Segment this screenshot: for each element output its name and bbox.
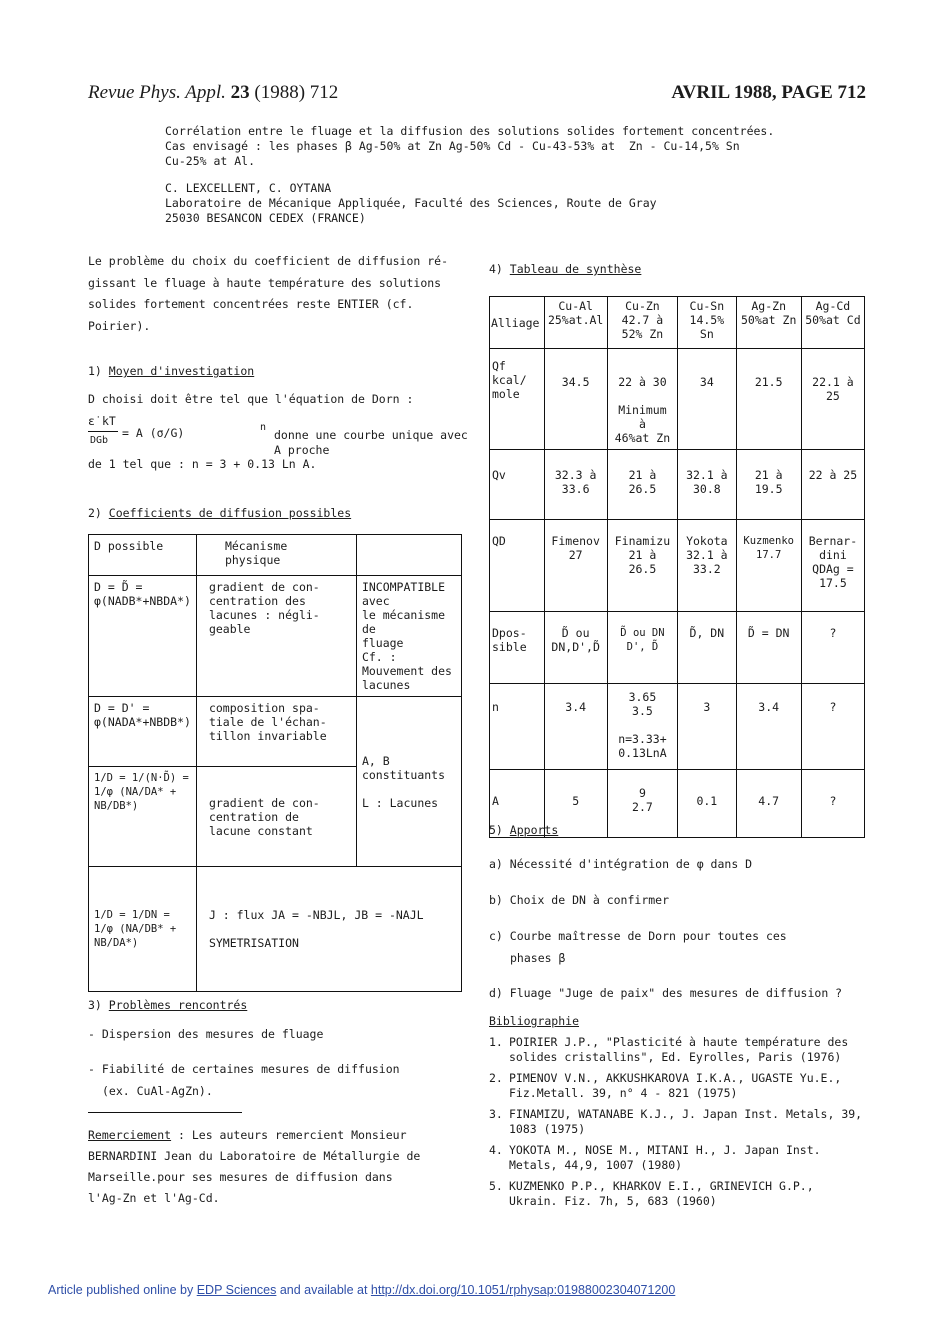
section-1-text-3: de 1 tel que : n = 3 + 0.13 Ln A. xyxy=(88,457,317,471)
section-number: 5) xyxy=(489,823,503,837)
eq-denominator: DGb xyxy=(90,435,109,446)
value-cell: 3 xyxy=(678,684,736,770)
d-possible-cell: 1/D = 1/DN = 1/φ (NA/DB* + NB/DA*) xyxy=(89,867,197,992)
row-label-cell: Dpos- sible xyxy=(490,612,545,684)
header-cell: Mécanisme physique xyxy=(196,535,356,576)
section-title: Moyen d'investigation xyxy=(108,364,255,378)
synthesis-table xyxy=(489,296,865,838)
row-label-cell: QD xyxy=(490,520,545,612)
bibliography-list xyxy=(489,1035,867,1215)
ack-line: BERNARDINI Jean du Laboratoire de Métallurgie de xyxy=(88,1149,421,1163)
intro-line: solides fortement concentrées reste ENTIER (cf. xyxy=(88,297,414,311)
section-3-heading xyxy=(88,998,247,1013)
intro-paragraph xyxy=(88,251,448,337)
dorn-equation xyxy=(88,414,468,457)
eq-numerator: kT xyxy=(102,414,116,428)
reference-text: PIMENOV V.N., AKKUSHKAROVA I.K.A., UGASTE Yu.E., Fiz.Metall. 39, n° 4 - 821 (1975) xyxy=(509,1071,842,1100)
eq-exponent: n xyxy=(260,422,267,433)
journal-reference xyxy=(88,82,338,104)
section-1-heading xyxy=(88,364,254,379)
problem-bullet-1: - Dispersion des mesures de fluage xyxy=(88,1027,324,1041)
remark-cell: INCOMPATIBLE avec le mécanisme de fluage Cf. : Mouvement des lacunes xyxy=(356,576,461,697)
row-label-cell: Qv xyxy=(490,450,545,520)
affiliation-line-1: Laboratoire de Mécanique Appliquée, Faculté des Sciences, Route de Gray xyxy=(165,196,657,210)
value-cell: 32.3 à 33.6 xyxy=(544,450,607,520)
header-cell: Alliage xyxy=(490,297,545,349)
diffusion-coefficients-table xyxy=(88,534,462,992)
mechanism-cell: gradient de con- centration de lacune constant xyxy=(196,767,356,867)
mechanism-cell: composition spa- tiale de l'échan- tillon invariable xyxy=(196,697,356,767)
row-label-cell: A xyxy=(490,770,545,838)
section-2-heading xyxy=(88,506,351,521)
mechanism-cell: gradient de con- centration des lacunes : négli- geable xyxy=(196,576,356,697)
section-number: 2) xyxy=(88,506,102,520)
value-cell: 21.5 xyxy=(736,349,801,450)
value-cell: D̃, DN xyxy=(678,612,736,684)
value-cell: D̃ = DN xyxy=(736,612,801,684)
reference-item xyxy=(489,1107,867,1137)
reference-item xyxy=(489,1179,867,1209)
footer-middle: and available at xyxy=(276,1283,371,1297)
section-4-heading xyxy=(489,262,641,277)
strain-rate-symbol: ε̇ xyxy=(88,414,95,428)
header-cell: Ag-Zn 50%at Zn xyxy=(736,297,801,349)
remark-cell: A, B constituants L : Lacunes xyxy=(356,697,461,867)
section-1-text: D choisi doit être tel que l'équation de Dorn : xyxy=(88,392,414,406)
table-row xyxy=(89,576,462,697)
value-cell: 3.4 xyxy=(544,684,607,770)
eq-tail: donne une courbe unique avec A proche xyxy=(274,428,468,457)
value-cell: 22 à 25 xyxy=(801,450,864,520)
value-cell: 3.65 3.5 n=3.33+ 0.13LnA xyxy=(607,684,677,770)
value-cell: 3.4 xyxy=(736,684,801,770)
section-number: 1) xyxy=(88,364,102,378)
reference-item xyxy=(489,1035,867,1065)
value-cell: 21 à 26.5 xyxy=(607,450,677,520)
value-cell: Fimenov 27 xyxy=(544,520,607,612)
title-line-2: Cas envisagé : les phases β Ag-50% at Zn Ag-50% Cd - Cu-43-53% at Zn - Cu-14,5% Sn xyxy=(165,139,740,153)
table-row xyxy=(89,867,462,992)
reference-number: 2. xyxy=(489,1071,503,1085)
table-row xyxy=(490,684,865,770)
row-label-cell: Qf kcal/ mole xyxy=(490,349,545,450)
reference-number: 4. xyxy=(489,1143,503,1157)
article-title xyxy=(165,124,774,169)
table-header-row xyxy=(490,297,865,349)
affiliation-line-2: 25030 BESANCON CEDEX (FRANCE) xyxy=(165,211,366,225)
value-cell: 5 xyxy=(544,770,607,838)
value-cell: Finamizu 21 à 26.5 xyxy=(607,520,677,612)
mechanism-cell: J : flux JA = -NBJL, JB = -NAJL SYMETRISATION xyxy=(196,867,461,992)
value-cell: 9 2.7 xyxy=(607,770,677,838)
value-cell: Yokota 32.1 à 33.2 xyxy=(678,520,736,612)
publication-footer xyxy=(48,1283,675,1297)
value-cell: 34.5 xyxy=(544,349,607,450)
header-cell: Cu-Al 25%at.Al xyxy=(544,297,607,349)
header-cell: Cu-Zn 42.7 à 52% Zn xyxy=(607,297,677,349)
table-row xyxy=(490,520,865,612)
value-cell: Bernar- dini QDAg = 17.5 xyxy=(801,520,864,612)
value-cell: 22.1 à 25 xyxy=(801,349,864,450)
d-possible-cell: 1/D = 1/(N·D̃) = 1/φ (NA/DA* + NB/DB*) xyxy=(89,767,197,867)
section-number: 3) xyxy=(88,998,102,1012)
acknowledgement xyxy=(88,1125,420,1209)
reference-item xyxy=(489,1143,867,1173)
reference-number: 3. xyxy=(489,1107,503,1121)
ack-line xyxy=(88,1125,420,1146)
header-cell: Cu-Sn 14.5% Sn xyxy=(678,297,736,349)
section-5-heading xyxy=(489,823,558,838)
contribution-a: a) Nécessité d'intégration de φ dans D xyxy=(489,857,753,871)
author-names: C. LEXCELLENT, C. OYTANA xyxy=(165,181,332,195)
value-cell: Kuzmenko 17.7 xyxy=(736,520,801,612)
title-line-1: Corrélation entre le fluage et la diffusion des solutions solides fortement concentrées. xyxy=(165,124,775,138)
table-row xyxy=(490,612,865,684)
value-cell: 21 à 19.5 xyxy=(736,450,801,520)
table-row xyxy=(490,349,865,450)
reference-list xyxy=(489,1035,867,1209)
reference-item xyxy=(489,1071,867,1101)
value-cell: 4.7 xyxy=(736,770,801,838)
section-title: Problèmes rencontrés xyxy=(108,998,248,1012)
intro-line: gissant le fluage à haute température des solutions xyxy=(88,275,442,290)
section-title: Tableau de synthèse xyxy=(509,262,642,276)
fraction-bar xyxy=(88,431,118,432)
value-cell: 22 à 30 Minimum à 46%at Zn xyxy=(607,349,677,450)
header-cell xyxy=(356,535,461,576)
header-cell: Ag-Cd 50%at Cd xyxy=(801,297,864,349)
d-possible-cell: D = D' = φ(NADA*+NBDB*) xyxy=(89,697,197,767)
section-title: Coefficients de diffusion possibles xyxy=(108,506,352,520)
value-cell: ? xyxy=(801,684,864,770)
problem-bullet-2-cont: (ex. CuAl-AgZn). xyxy=(102,1084,213,1098)
table-row xyxy=(89,697,462,767)
value-cell: D̃ ou DN,D',D̃ xyxy=(544,612,607,684)
reference-text: POIRIER J.P., "Plasticité à haute température des solides cristallins", Ed. Eyrolles, Paris (1976) xyxy=(509,1035,849,1064)
intro-line: Poirier). xyxy=(88,318,151,333)
table-row xyxy=(490,450,865,520)
issue-date-page: AVRIL 1988, PAGE 712 xyxy=(671,82,866,103)
eq-rhs: = A (σ/G) xyxy=(122,426,185,440)
footnote-rule xyxy=(88,1112,242,1113)
doi-link[interactable]: http://dx.doi.org/10.1051/rphysap:01988002304071200 xyxy=(370,1283,676,1297)
contribution-b: b) Choix de DN à confirmer xyxy=(489,893,670,907)
title-line-3: Cu-25% at Al. xyxy=(165,154,256,168)
ack-label: Remerciement xyxy=(88,1128,172,1142)
author-block xyxy=(165,181,657,226)
value-cell: 32.1 à 30.8 xyxy=(678,450,736,520)
contribution-d: d) Fluage "Juge de paix" des mesures de diffusion ? xyxy=(489,986,843,1000)
value-cell: D̃ ou DN D', D̃ xyxy=(607,612,677,684)
header-cell: D possible xyxy=(89,535,197,576)
reference-number: 5. xyxy=(489,1179,503,1193)
reference-text: FINAMIZU, WATANABE K.J., J. Japan Inst. Metals, 39, 1083 (1975) xyxy=(509,1107,863,1136)
journal-year-page: (1988) 712 xyxy=(254,82,339,103)
table-header-row xyxy=(89,535,462,576)
value-cell: ? xyxy=(801,770,864,838)
edp-sciences-link[interactable]: EDP Sciences xyxy=(196,1283,277,1297)
contribution-c-cont: phases β xyxy=(510,951,566,965)
value-cell: ? xyxy=(801,612,864,684)
d-possible-cell: D = D̃ = φ(NADB*+NBDA*) xyxy=(89,576,197,697)
value-cell: 34 xyxy=(678,349,736,450)
bibliography-heading: Bibliographie xyxy=(489,1014,580,1028)
row-label-cell: n xyxy=(490,684,545,770)
reference-text: KUZMENKO P.P., KHARKOV E.I., GRINEVICH G.P., Ukrain. Fiz. 7h, 5, 683 (1960) xyxy=(509,1179,814,1208)
problem-bullet-2: - Fiabilité de certaines mesures de diffusion xyxy=(88,1062,400,1076)
section-title: Apports xyxy=(509,823,559,837)
ack-line: Marseille.pour ses mesures de diffusion dans xyxy=(88,1170,393,1184)
journal-name: Revue Phys. Appl. xyxy=(88,82,226,103)
footer-prefix: Article published online by xyxy=(48,1283,197,1297)
section-number: 4) xyxy=(489,262,503,276)
reference-text: YOKOTA M., NOSE M., MITANI H., J. Japan Inst. Metals, 44,9, 1007 (1980) xyxy=(509,1143,821,1172)
intro-line: Le problème du choix du coefficient de diffusion ré- xyxy=(88,254,449,268)
journal-volume: 23 xyxy=(230,82,250,103)
ack-text: : Les auteurs remercient Monsieur xyxy=(171,1128,407,1142)
value-cell: 0.1 xyxy=(678,770,736,838)
reference-number: 1. xyxy=(489,1035,503,1049)
contribution-c: c) Courbe maîtresse de Dorn pour toutes ces xyxy=(489,929,787,943)
ack-line: l'Ag-Zn et l'Ag-Cd. xyxy=(88,1191,220,1205)
